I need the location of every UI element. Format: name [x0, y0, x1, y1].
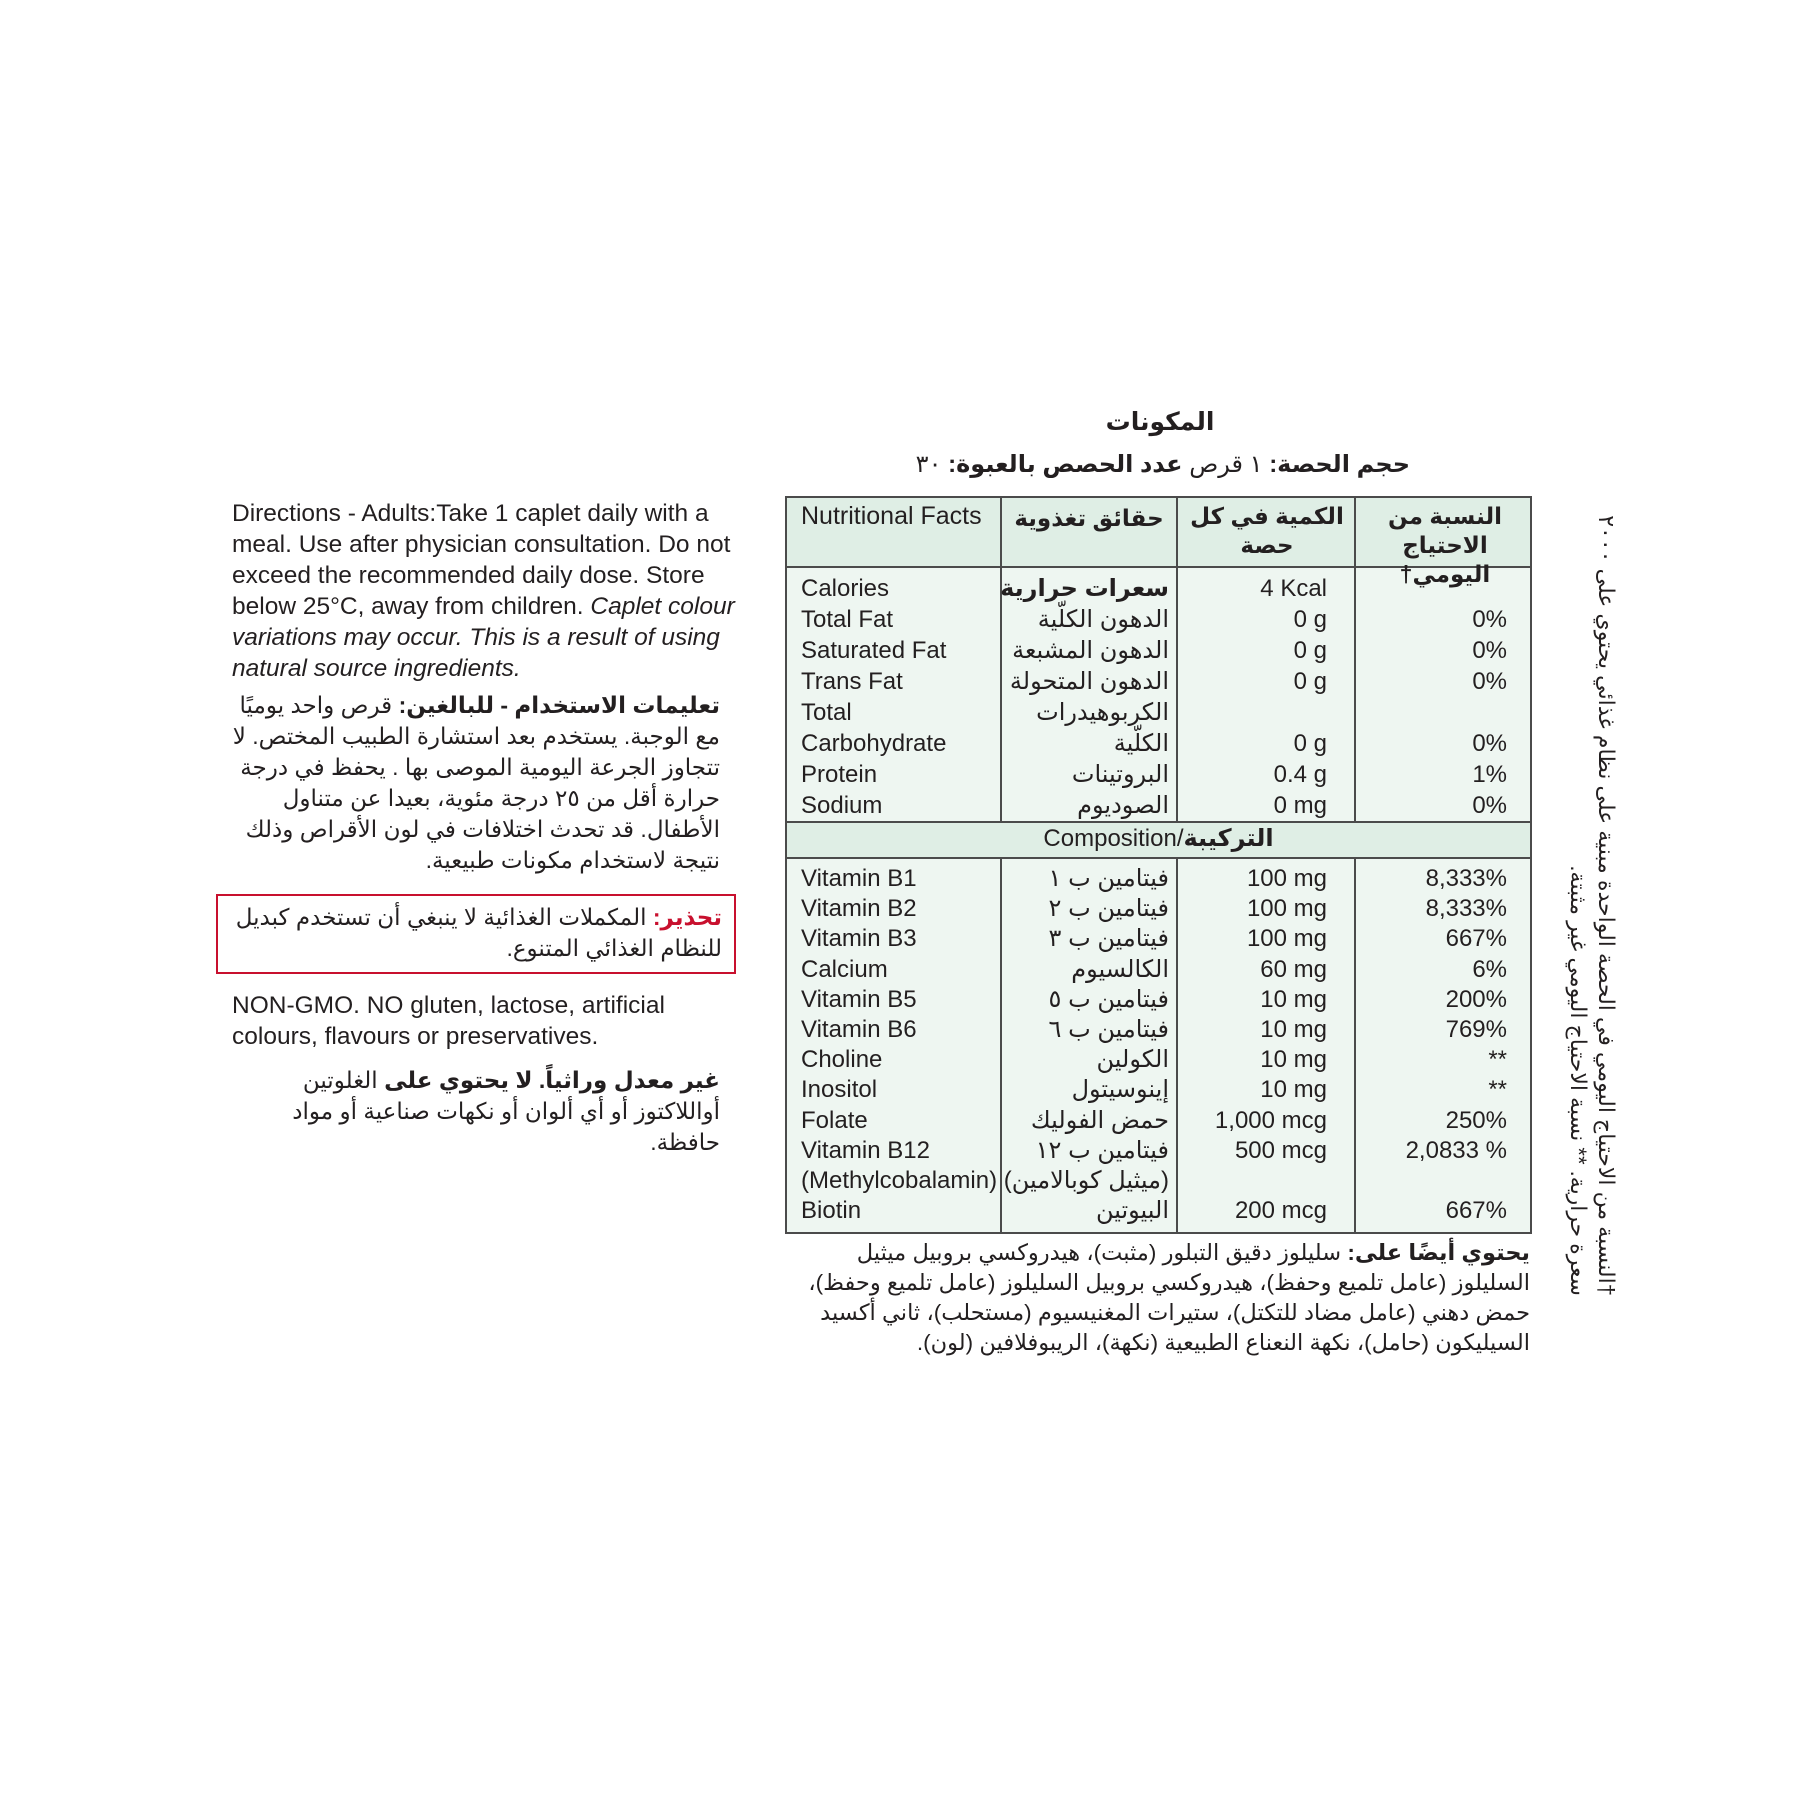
nutrition-row-en: Sodium: [801, 792, 883, 819]
composition-row-en: Vitamin B2: [801, 895, 917, 923]
nutrition-row-dv: 0%: [1472, 606, 1507, 633]
composition-row-ar: الكولين: [1096, 1046, 1169, 1074]
nutrition-row-ar: البروتينات: [1071, 761, 1169, 788]
nutrition-row-ar: الكلّية: [1113, 730, 1169, 757]
daily-value-footnote: †النسبة من الاحتياج اليومي في الحصة الواحدة مبنية على نظام غذائي يحتوي على ٢٠٠٠ سعرة حرارية. ** نسبة الاحتياج اليومي غير مثبتة.: [1566, 515, 1619, 1296]
nutrition-row-amount: 0 g: [1293, 606, 1327, 633]
composition-row-amount: 10 mg: [1260, 1046, 1327, 1074]
composition-row-amount: 10 mg: [1260, 1016, 1327, 1043]
composition-row-en: Choline: [801, 1046, 883, 1074]
serving-info: [790, 450, 1410, 479]
nutrition-row-dv: 0%: [1472, 792, 1507, 819]
nutrition-row-en: Total Fat: [801, 606, 894, 633]
non-gmo-en: NON-GMO. NO gluten, lactose, artificial colours, flavours or preservatives.: [232, 992, 665, 1050]
nutrition-row-dv: 0%: [1472, 637, 1507, 664]
composition-row-en: Vitamin B6: [801, 1016, 917, 1043]
header-arabic-facts: حقائق تغذوية: [1014, 505, 1164, 531]
column-divider-3a: [1354, 498, 1356, 822]
nutrition-facts-table: [785, 496, 1532, 1234]
serving-size-value: ١ قرص: [1189, 451, 1263, 478]
serving-size-label: حجم الحصة:: [1269, 451, 1410, 478]
nutrition-row-ar: الدهون المتحولة: [1009, 668, 1169, 695]
composition-title-en: Composition/: [1043, 825, 1184, 852]
servings-per-container-value: ٣٠: [915, 451, 942, 478]
nutrition-row-ar: سعرات حرارية: [1000, 575, 1169, 602]
directions-ar-label: تعليمات الاستخدام - للبالغين:: [398, 692, 720, 718]
composition-top-divider: [787, 821, 1530, 823]
composition-row-amount: 100 mg: [1246, 925, 1327, 953]
composition-row-dv: **: [1488, 1046, 1507, 1074]
nutrition-row-en: Total: [801, 699, 852, 726]
composition-row-ar: فيتامين ب ٥: [1048, 985, 1169, 1013]
column-divider-1b: [1000, 858, 1002, 1232]
header-nutritional-facts: Nutritional Facts: [801, 502, 982, 530]
nutrition-row-dv: 1%: [1472, 761, 1507, 788]
composition-row-dv: 6%: [1472, 955, 1507, 983]
composition-row-en: Folate: [801, 1106, 868, 1134]
composition-title-ar: التركيبة: [1183, 825, 1274, 852]
nutrition-row-en: Calories: [801, 575, 890, 602]
composition-row-amount: 200 mcg: [1234, 1197, 1327, 1225]
nutrition-row-ar: الدهون المشبعة: [1012, 637, 1169, 664]
nutrition-row-dv: 0%: [1472, 668, 1507, 695]
header-amount-per-serving: الكمية في كل حصة: [1190, 503, 1344, 558]
also-contains-text: سليلوز دقيق التبلور (مثبت)، هيدروكسي بروبيل ميثيل السليلوز (عامل تلميع وحفظ)، هيدروكسي بروبيل السليلوز (عامل تلميع وحفظ)، حمض دهني (عامل مضاد للتكتل)، ستيرات المغنيسيوم (مستحلب)، ثاني أكسيد السيليكون (حامل)، نكهة النعناع الطبيعية (نكهة)، الريبوفلافين (لون).: [808, 1240, 1530, 1355]
composition-row-dv: 667%: [1445, 925, 1507, 953]
composition-row-en: Inositol: [801, 1076, 878, 1104]
composition-row-amount: 10 mg: [1260, 1076, 1327, 1104]
column-divider-2a: [1176, 498, 1178, 822]
non-gmo-ar-bold: غير معدل وراثياً. لا يحتوي على: [384, 1067, 720, 1093]
daily-value-footnote-wrap: [1540, 496, 1620, 1296]
column-divider-2b: [1176, 858, 1178, 1232]
non-gmo-ar: [228, 1065, 720, 1158]
column-divider-1a: [1000, 498, 1002, 822]
non-gmo-ar-text: الغلوتين أواللاكتوز أو أي ألوان أو نكهات صناعية أو مواد حافظة.: [292, 1067, 720, 1155]
warning-label: تحذير:: [652, 904, 722, 930]
nutrition-row-dv: 0%: [1472, 730, 1507, 757]
directions-ar: [228, 690, 720, 876]
nutrition-row-amount: 0 g: [1293, 668, 1327, 695]
composition-row-amount: 60 mg: [1260, 955, 1327, 983]
composition-row-dv: 200%: [1445, 985, 1507, 1013]
directions-en-text: Directions - Adults:Take 1 caplet daily with a meal. Use after physician consultation. Do not exceed the recommended daily dose. Store below 25°C, away from children.: [232, 500, 731, 620]
nutrition-row-amount: 0 g: [1293, 730, 1327, 757]
nutrition-row-amount: 4 Kcal: [1260, 575, 1327, 602]
composition-row-dv: 250%: [1445, 1106, 1507, 1134]
directions-en-italic: Caplet colour variations may occur. This is a result of using natural source ingredients.: [232, 593, 735, 682]
composition-row-en: Vitamin B1: [801, 865, 917, 892]
nutrition-row-amount: 0 mg: [1273, 792, 1327, 819]
nutrition-row-ar: الصوديوم: [1077, 792, 1169, 819]
composition-row-ar: البيوتين: [1095, 1197, 1169, 1225]
directions-ar-text: قرص واحد يوميًا مع الوجبة. يستخدم بعد استشارة الطبيب المختص. لا تتجاوز الجرعة اليومية الموصى بها . يحفظ في درجة حرارة أقل من ٢٥ درجة مئوية، بعيدا عن متناول الأطفال. قد تحدث اختلافات في لون الأقراص وذلك نتيجة لاستخدام مكونات طبيعية.: [232, 692, 720, 873]
composition-row-dv: 8,333%: [1425, 895, 1507, 923]
warning: [230, 902, 722, 964]
nutrition-row-en: Trans Fat: [801, 668, 903, 695]
composition-row-ar: إينوسيتول: [1071, 1076, 1169, 1104]
composition-row-ar: فيتامين ب ١٢: [1035, 1136, 1169, 1164]
composition-row-ar: الكالسيوم: [1071, 955, 1169, 983]
composition-row-ar: فيتامين ب ٢: [1048, 895, 1169, 923]
composition-row-en: Biotin: [801, 1197, 862, 1225]
composition-row-dv: 8,333%: [1425, 865, 1507, 892]
composition-row-en: (Methylcobalamin): [801, 1167, 998, 1194]
nutrition-row-en: Protein: [801, 761, 878, 788]
composition-row-dv: 769%: [1445, 1016, 1507, 1043]
composition-row-dv: 667%: [1445, 1197, 1507, 1225]
composition-row-dv: **: [1488, 1076, 1507, 1104]
nutrition-row-ar: الكربوهيدرات: [1036, 699, 1169, 726]
nutrition-row-en: Saturated Fat: [801, 637, 947, 664]
ingredients-title: المكونات: [1105, 408, 1215, 436]
composition-row-amount: 10 mg: [1260, 985, 1327, 1013]
nutrition-row-en: Carbohydrate: [801, 730, 947, 757]
composition-row-amount: 1,000 mcg: [1214, 1106, 1327, 1134]
nutrition-row-amount: 0.4 g: [1273, 761, 1327, 788]
composition-row-en: Vitamin B12: [801, 1136, 930, 1164]
composition-bottom-divider: [787, 857, 1530, 859]
also-contains: [785, 1238, 1530, 1358]
composition-row-amount: 100 mg: [1246, 895, 1327, 923]
composition-row-ar: فيتامين ب ١: [1048, 865, 1169, 892]
servings-per-container-label: عدد الحصص بالعبوة:: [948, 451, 1183, 478]
composition-row-ar: فيتامين ب ٣: [1048, 925, 1169, 953]
warning-text: المكملات الغذائية لا ينبغي أن تستخدم كبديل للنظام الغذائي المتنوع.: [235, 904, 722, 961]
composition-row-amount: 100 mg: [1246, 865, 1327, 892]
nutrition-row-amount: 0 g: [1293, 637, 1327, 664]
composition-title: [787, 824, 1530, 854]
column-divider-3b: [1354, 858, 1356, 1232]
also-contains-label: يحتوي أيضًا على:: [1347, 1240, 1530, 1265]
composition-row-en: Vitamin B3: [801, 925, 917, 953]
directions-en: [232, 498, 747, 684]
nutrition-row-ar: الدهون الكلّية: [1037, 606, 1169, 633]
composition-row-en: Calcium: [801, 955, 888, 983]
composition-row-en: Vitamin B5: [801, 985, 917, 1013]
composition-row-amount: 500 mcg: [1234, 1136, 1327, 1164]
composition-row-ar: فيتامين ب ٦: [1048, 1016, 1169, 1043]
composition-row-dv: 2,0833 %: [1405, 1136, 1507, 1164]
composition-row-ar: (ميثيل كوبالامين): [1003, 1167, 1169, 1194]
composition-row-ar: حمض الفوليك: [1030, 1106, 1169, 1134]
header-daily-value: النسبة من الاحتياج اليومي†: [1388, 503, 1502, 587]
